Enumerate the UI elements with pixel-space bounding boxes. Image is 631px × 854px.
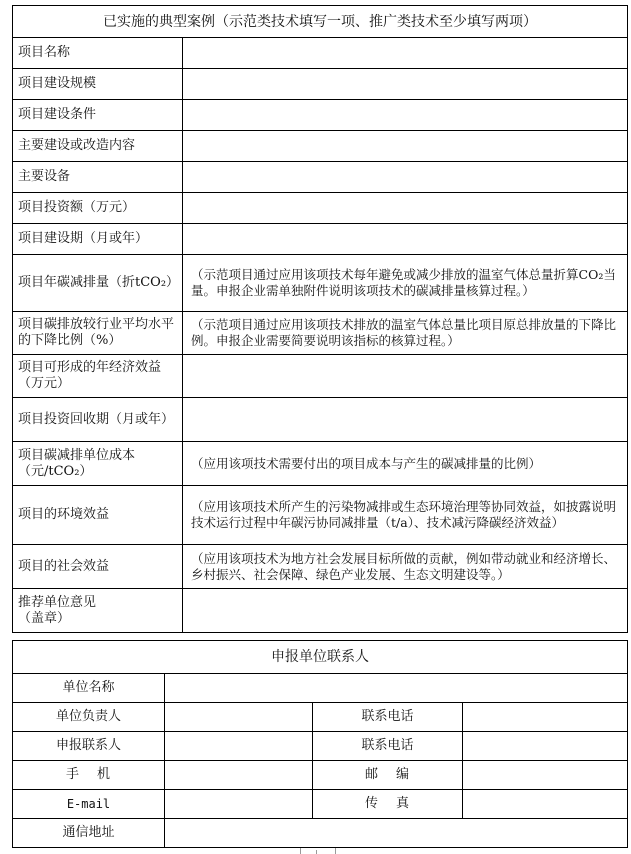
row-label-social: 项目的社会效益: [13, 545, 183, 589]
field-investment[interactable]: [183, 193, 628, 224]
row-label-payback: 项目投资回收期（月或年）: [13, 398, 183, 442]
field-equipment[interactable]: [183, 162, 628, 193]
field-project-name[interactable]: [183, 38, 628, 69]
page-edge-mark: [300, 848, 336, 854]
row-label-content: 主要建设或改造内容: [13, 131, 183, 162]
field-phone-2[interactable]: [463, 732, 628, 761]
field-phone-1[interactable]: [463, 703, 628, 732]
field-unit-head[interactable]: [165, 703, 313, 732]
row-label-project-name: 项目名称: [13, 38, 183, 69]
contact-label-phone-2: 联系电话: [313, 732, 463, 761]
field-fax[interactable]: [463, 790, 628, 819]
field-scale[interactable]: [183, 69, 628, 100]
contact-label-email: E-mail: [13, 790, 165, 819]
case-form-table: [12, 5, 628, 633]
row-label-environmental: 项目的环境效益: [13, 486, 183, 545]
row-label-economic-benefit: 项目可形成的年经济效益（万元）: [13, 355, 183, 398]
field-economic-benefit[interactable]: [183, 355, 628, 398]
row-label-unit-cost: 项目碳减排单位成本（元/tCO₂）: [13, 442, 183, 486]
row-label-reduction-ratio: 项目碳排放较行业平均水平的下降比例（%）: [13, 312, 183, 355]
contact-label-mobile: 手机: [13, 761, 165, 790]
field-address[interactable]: [165, 819, 628, 848]
note-social[interactable]: （应用该项技术为地方社会发展目标所做的贡献，例如带动就业和经济增长、乡村振兴、社会保障、绿色产业发展、生态文明建设等。）: [183, 545, 628, 589]
form-title: 已实施的典型案例（示范类技术填写一项、推广类技术至少填写两项）: [13, 6, 628, 38]
field-applicant[interactable]: [165, 732, 313, 761]
contact-label-fax: 传真: [313, 790, 463, 819]
note-reduction-ratio[interactable]: （示范项目通过应用该项技术排放的温室气体总量比项目原总排放量的下降比例。申报企业需要简要说明该指标的核算过程。）: [183, 312, 628, 355]
contact-label-postcode: 邮编: [313, 761, 463, 790]
note-environmental[interactable]: （应用该项技术所产生的污染物减排或生态环境治理等协同效益，如披露说明技术运行过程中年碳污协同减排量（t/a）、技术减污降碳经济效益）: [183, 486, 628, 545]
field-email[interactable]: [165, 790, 313, 819]
contact-label-address: 通信地址: [13, 819, 165, 848]
field-unit-name[interactable]: [165, 674, 628, 703]
note-unit-cost[interactable]: （应用该项技术需要付出的项目成本与产生的碳减排量的比例）: [183, 442, 628, 486]
note-annual-reduction[interactable]: （示范项目通过应用该项技术每年避免或减少排放的温室气体总量折算CO₂当量。申报企业需单独附件说明该项技术的碳减排量核算过程。）: [183, 255, 628, 312]
row-label-scale: 项目建设规模: [13, 69, 183, 100]
row-label-annual-reduction: 项目年碳减排量（折tCO₂）: [13, 255, 183, 312]
contact-label-phone-1: 联系电话: [313, 703, 463, 732]
field-period[interactable]: [183, 224, 628, 255]
contact-label-applicant: 申报联系人: [13, 732, 165, 761]
field-content[interactable]: [183, 131, 628, 162]
contact-label-unit-name: 单位名称: [13, 674, 165, 703]
row-label-equipment: 主要设备: [13, 162, 183, 193]
page-edge-dot: [316, 850, 317, 854]
field-payback[interactable]: [183, 398, 628, 442]
field-conditions[interactable]: [183, 100, 628, 131]
contact-label-unit-head: 单位负责人: [13, 703, 165, 732]
row-label-conditions: 项目建设条件: [13, 100, 183, 131]
field-recommendation[interactable]: [183, 589, 628, 633]
field-postcode[interactable]: [463, 761, 628, 790]
row-label-recommendation: 推荐单位意见 （盖章）: [13, 589, 183, 633]
row-label-investment: 项目投资额（万元）: [13, 193, 183, 224]
row-label-period: 项目建设期（月或年）: [13, 224, 183, 255]
contact-section-title: 申报单位联系人: [13, 641, 628, 674]
contact-table: [12, 640, 628, 848]
field-mobile[interactable]: [165, 761, 313, 790]
